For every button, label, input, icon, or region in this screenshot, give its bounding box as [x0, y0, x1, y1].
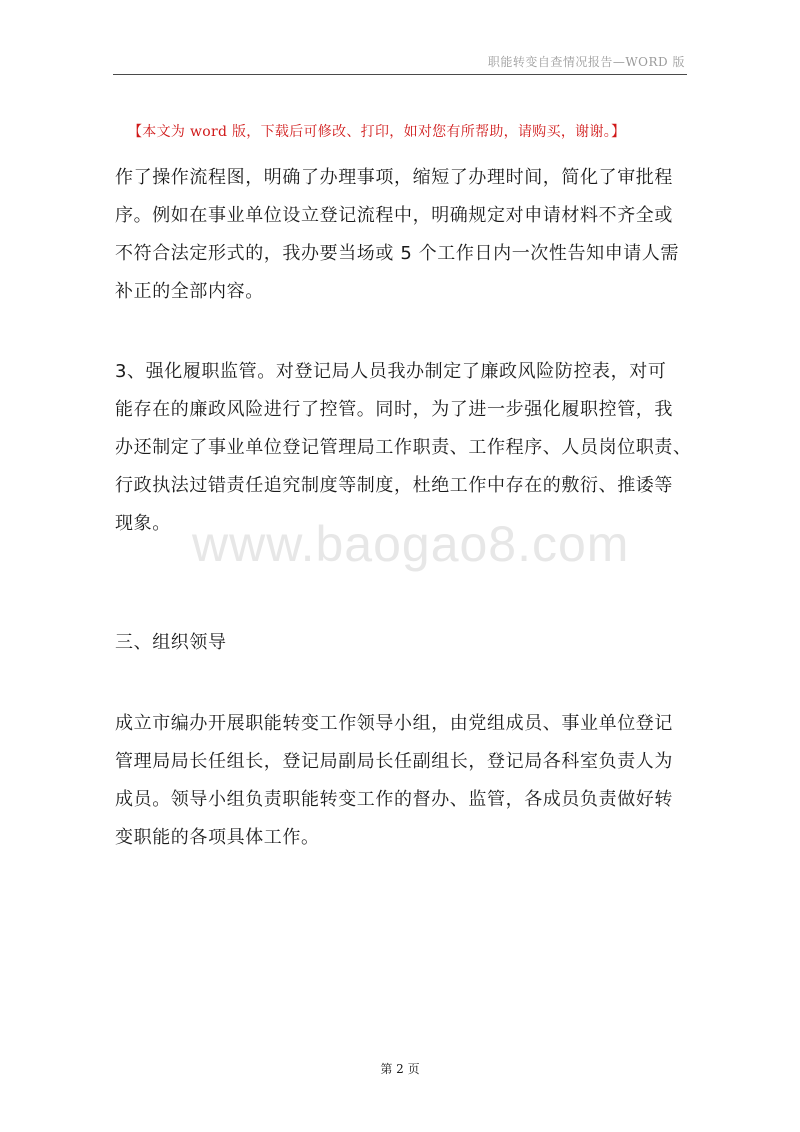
paragraph-line: 能存在的廉政风险进行了控管。同时，为了进一步强化履职控管，我 [115, 399, 673, 420]
section-heading [115, 624, 695, 662]
header-divider [113, 74, 687, 75]
paragraph-line: 不符合法定形式的，我办要当场或 5 个工作日内一次性告知申请人需 [115, 243, 680, 264]
paragraph-supervision [115, 353, 695, 543]
watermark-text: www.baogao8.com [192, 516, 630, 572]
paragraph-line: 变职能的各项具体工作。 [115, 827, 320, 848]
paragraph-line: 行政执法过错责任追究制度等制度，杜绝工作中存在的敷衍、推诿等 [115, 475, 673, 496]
paragraph-process [115, 159, 695, 311]
paragraph-line: 3、强化履职监管。对登记局人员我办制定了廉政风险防控表，对可 [115, 361, 667, 382]
paragraph-line: 序。例如在事业单位设立登记流程中，明确规定对申请材料不齐全或 [115, 205, 673, 226]
paragraph-line: 成员。领导小组负责职能转变工作的督办、监管，各成员负责做好转 [115, 789, 673, 810]
paragraph-line: 现象。 [115, 513, 171, 534]
section-heading-text: 三、组织领导 [115, 632, 227, 653]
paragraph-line: 管理局局长任组长，登记局副局长任副组长，登记局各科室负责人为 [115, 751, 673, 772]
purchase-notice: 【本文为 word 版，下载后可修改、打印，如对您有所帮助，请购买，谢谢。】 [128, 124, 626, 140]
paragraph-line: 补正的全部内容。 [115, 281, 264, 302]
paragraph-line: 成立市编办开展职能转变工作领导小组，由党组成员、事业单位登记 [115, 713, 673, 734]
paragraph-line: 办还制定了事业单位登记管理局工作职责、工作程序、人员岗位职责、 [115, 437, 692, 458]
paragraph-leadership [115, 705, 695, 857]
paragraph-line: 作了操作流程图，明确了办理事项，缩短了办理时间，简化了审批程 [115, 167, 673, 188]
header-title: 职能转变自查情况报告—WORD 版 [487, 55, 685, 69]
page-number: 第 2 页 [380, 1062, 420, 1076]
